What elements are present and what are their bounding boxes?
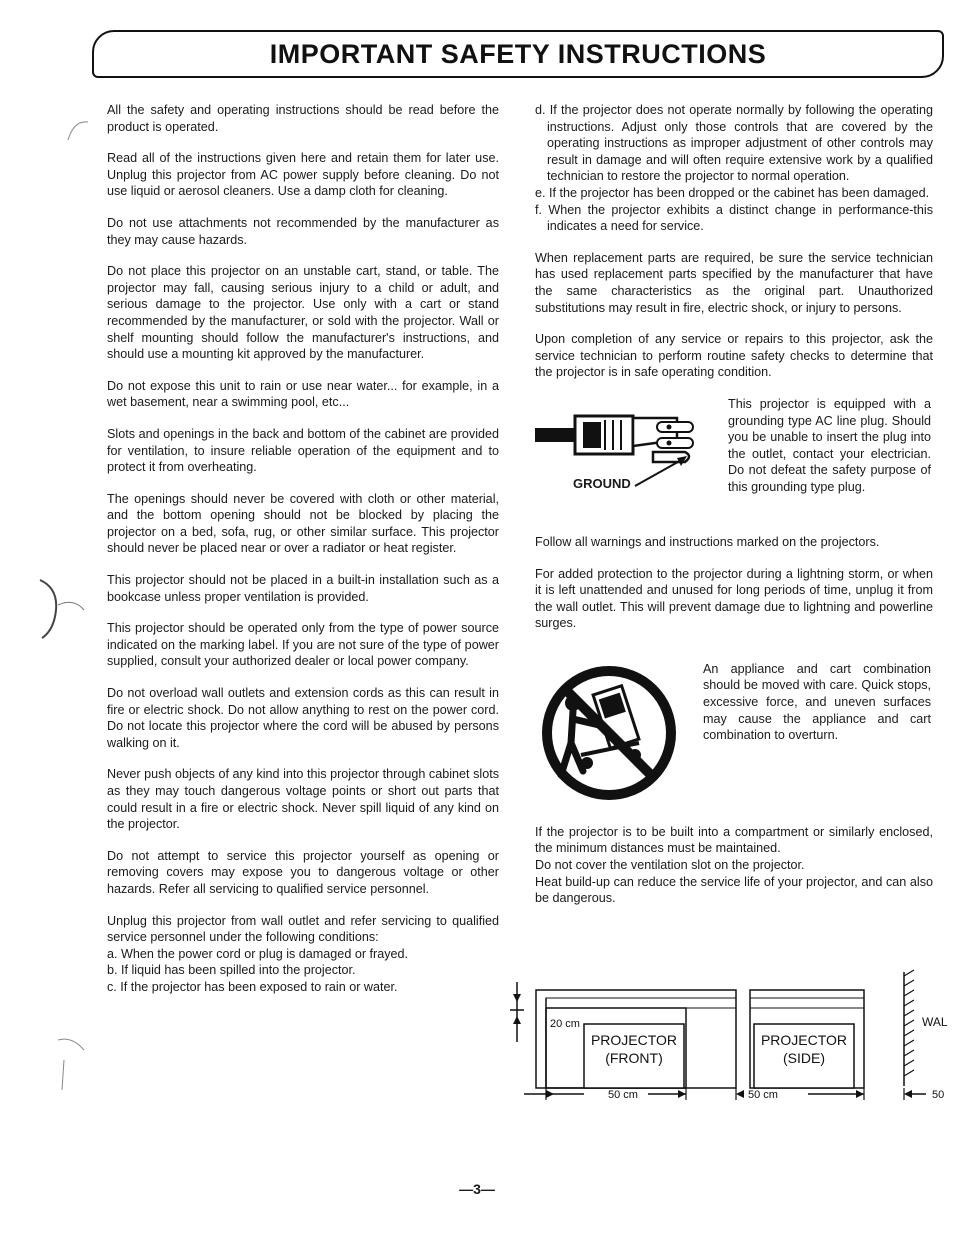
grounding-section bbox=[535, 396, 933, 524]
condition-item: c. If the projector has been exposed to rain or water. bbox=[107, 979, 398, 994]
paragraph: Never push objects of any kind into this projector through cabinet slots as they may touch dangerous voltage points or short out parts that could result in a fire or electric shock. Never spill liquid of any kind on the projector. bbox=[107, 767, 499, 832]
enclosure-line: Heat build-up can reduce the service life of your projector, and can also be dangerous. bbox=[535, 874, 933, 906]
condition-item: b. If liquid has been spilled into the projector. bbox=[107, 963, 356, 978]
condition-item: e. If the projector has been dropped or the cabinet has been damaged. bbox=[535, 185, 930, 200]
cart-warning-section bbox=[535, 647, 933, 812]
paragraph: Do not expose this unit to rain or use near water... for example, in a wet basement, near a swimming pool, etc... bbox=[107, 378, 499, 410]
paragraph: This projector should not be placed in a built-in installation such as a bookcase unless proper ventilation is provided. bbox=[107, 573, 499, 604]
paragraph: Read all of the instructions given here and retain them for later use. Unplug this projector from AC power supply before cleaning. Do not use liquid or aerosol cleaners. Use a damp cloth for cleaning. bbox=[107, 151, 499, 199]
ground-label: GROUND bbox=[573, 475, 631, 491]
ventilation-clearance-diagram bbox=[508, 962, 954, 1112]
cart-tipover-warning-icon bbox=[539, 663, 679, 803]
condition-item: a. When the power cord or plug is damaged or frayed. bbox=[107, 946, 409, 961]
right-column bbox=[535, 102, 933, 907]
front-projector-sublabel: (FRONT) bbox=[605, 1050, 663, 1066]
scan-mark bbox=[28, 110, 88, 1110]
clearance-label: 50 bbox=[932, 1089, 945, 1101]
side-projector-sublabel: (SIDE) bbox=[783, 1050, 825, 1066]
paragraph: When replacement parts are required, be sure the service technician has used replacement parts specified by the manufacturer that have the same characteristics as the original part. Unauthorized substitutions may result in fire, electric shock, or injury to persons. bbox=[535, 250, 933, 315]
paragraph: The openings should never be covered with cloth or other material, and the bottom opening should not be blocked by placing the projector on a bed, sofa, rug, or other similar surface. This projector should never be placed near or over a radiator or heat register. bbox=[107, 491, 499, 556]
enclosure-line: If the projector is to be built into a compartment or similarly enclosed, the minimum distances must be maintained. bbox=[535, 824, 933, 856]
front-projector-label: PROJECTOR bbox=[590, 1032, 678, 1048]
top-clearance-label: 20 cm bbox=[550, 1018, 580, 1030]
paragraph: Do not place this projector on an unstable cart, stand, or table. The projector may fall, causing serious injury to a child or adult, and serious damage to the projector. Use only with a cart or stand recommended by the manufacturer, or sold with the projector. Wall or shelf mounting should follow the manufacturer's instructions, and should use a mounting kit approved by the manufacturer. bbox=[107, 264, 499, 362]
title-banner bbox=[92, 30, 944, 78]
paragraph: Do not use attachments not recommended by the manufacturer as they may cause hazards. bbox=[107, 215, 499, 247]
condition-item: f. When the projector exhibits a distinct change in performance-this indicates a need for service. bbox=[535, 202, 933, 234]
paragraph: Unplug this projector from wall outlet and refer servicing to qualified service personnel under the following conditions: bbox=[107, 913, 499, 945]
condition-item: d. If the projector does not operate normally by following the operating instructions. Adjust only those controls that are covered by the operating instructions as improper adjustment of other controls may result in damage and will often require extensive work by a qualified technician to restore the projector to normal operation. bbox=[535, 103, 933, 184]
clearance-label: 50 cm bbox=[608, 1089, 638, 1101]
paragraph: Do not overload wall outlets and extension cords as this can result in fire or electric shock. Do not allow anything to rest on the power cord. Do not locate this projector where the cord will be abused by persons walking on it. bbox=[107, 686, 499, 750]
page-number: —3— bbox=[459, 1181, 495, 1197]
page-title: IMPORTANT SAFETY INSTRUCTIONS bbox=[269, 38, 767, 69]
paragraph: This projector should be operated only from the type of power source indicated on the marking label. If you are not sure of the type of power supplied, consult your authorized dealer or local power company. bbox=[107, 621, 499, 669]
cart-text: An appliance and cart combination should be moved with care. Quick stops, excessive force, and uneven surfaces may cause the appliance and cart combination to overturn. bbox=[703, 661, 931, 743]
grounding-text: This projector is equipped with a grounding type AC line plug. Should you be unable to insert the plug into the outlet, contact your electrician. Do not defeat the safety purpose of this grounding type plug. bbox=[728, 396, 931, 494]
enclosure-line: Do not cover the ventilation slot on the projector. bbox=[535, 858, 805, 873]
side-projector-label: PROJECTOR bbox=[760, 1032, 848, 1048]
paragraph: Follow all warnings and instructions marked on the projectors. bbox=[535, 534, 880, 549]
paragraph: All the safety and operating instructions should be read before the product is operated. bbox=[107, 103, 499, 134]
paragraph: Slots and openings in the back and bottom of the cabinet are provided for ventilation, to insure reliable operation of the equipment and to protect it from overheating. bbox=[107, 426, 499, 475]
paragraph: Do not attempt to service this projector yourself as opening or removing covers may expose you to dangerous voltage or other hazards. Refer all servicing to qualified service personnel. bbox=[107, 848, 499, 896]
paragraph: For added protection to the projector during a lightning storm, or when it is left unattended and unused for long periods of time, unplug it from the wall outlet. This will prevent damage due to lightning and powerline surges. bbox=[535, 566, 933, 631]
wall-label: WAL bbox=[922, 1015, 948, 1029]
paragraph: Upon completion of any service or repairs to this projector, ask the service technician to perform routine safety checks to determine that the projector is in safe operating condition. bbox=[535, 332, 933, 380]
left-column bbox=[107, 102, 499, 996]
clearance-label: 50 cm bbox=[748, 1089, 778, 1101]
